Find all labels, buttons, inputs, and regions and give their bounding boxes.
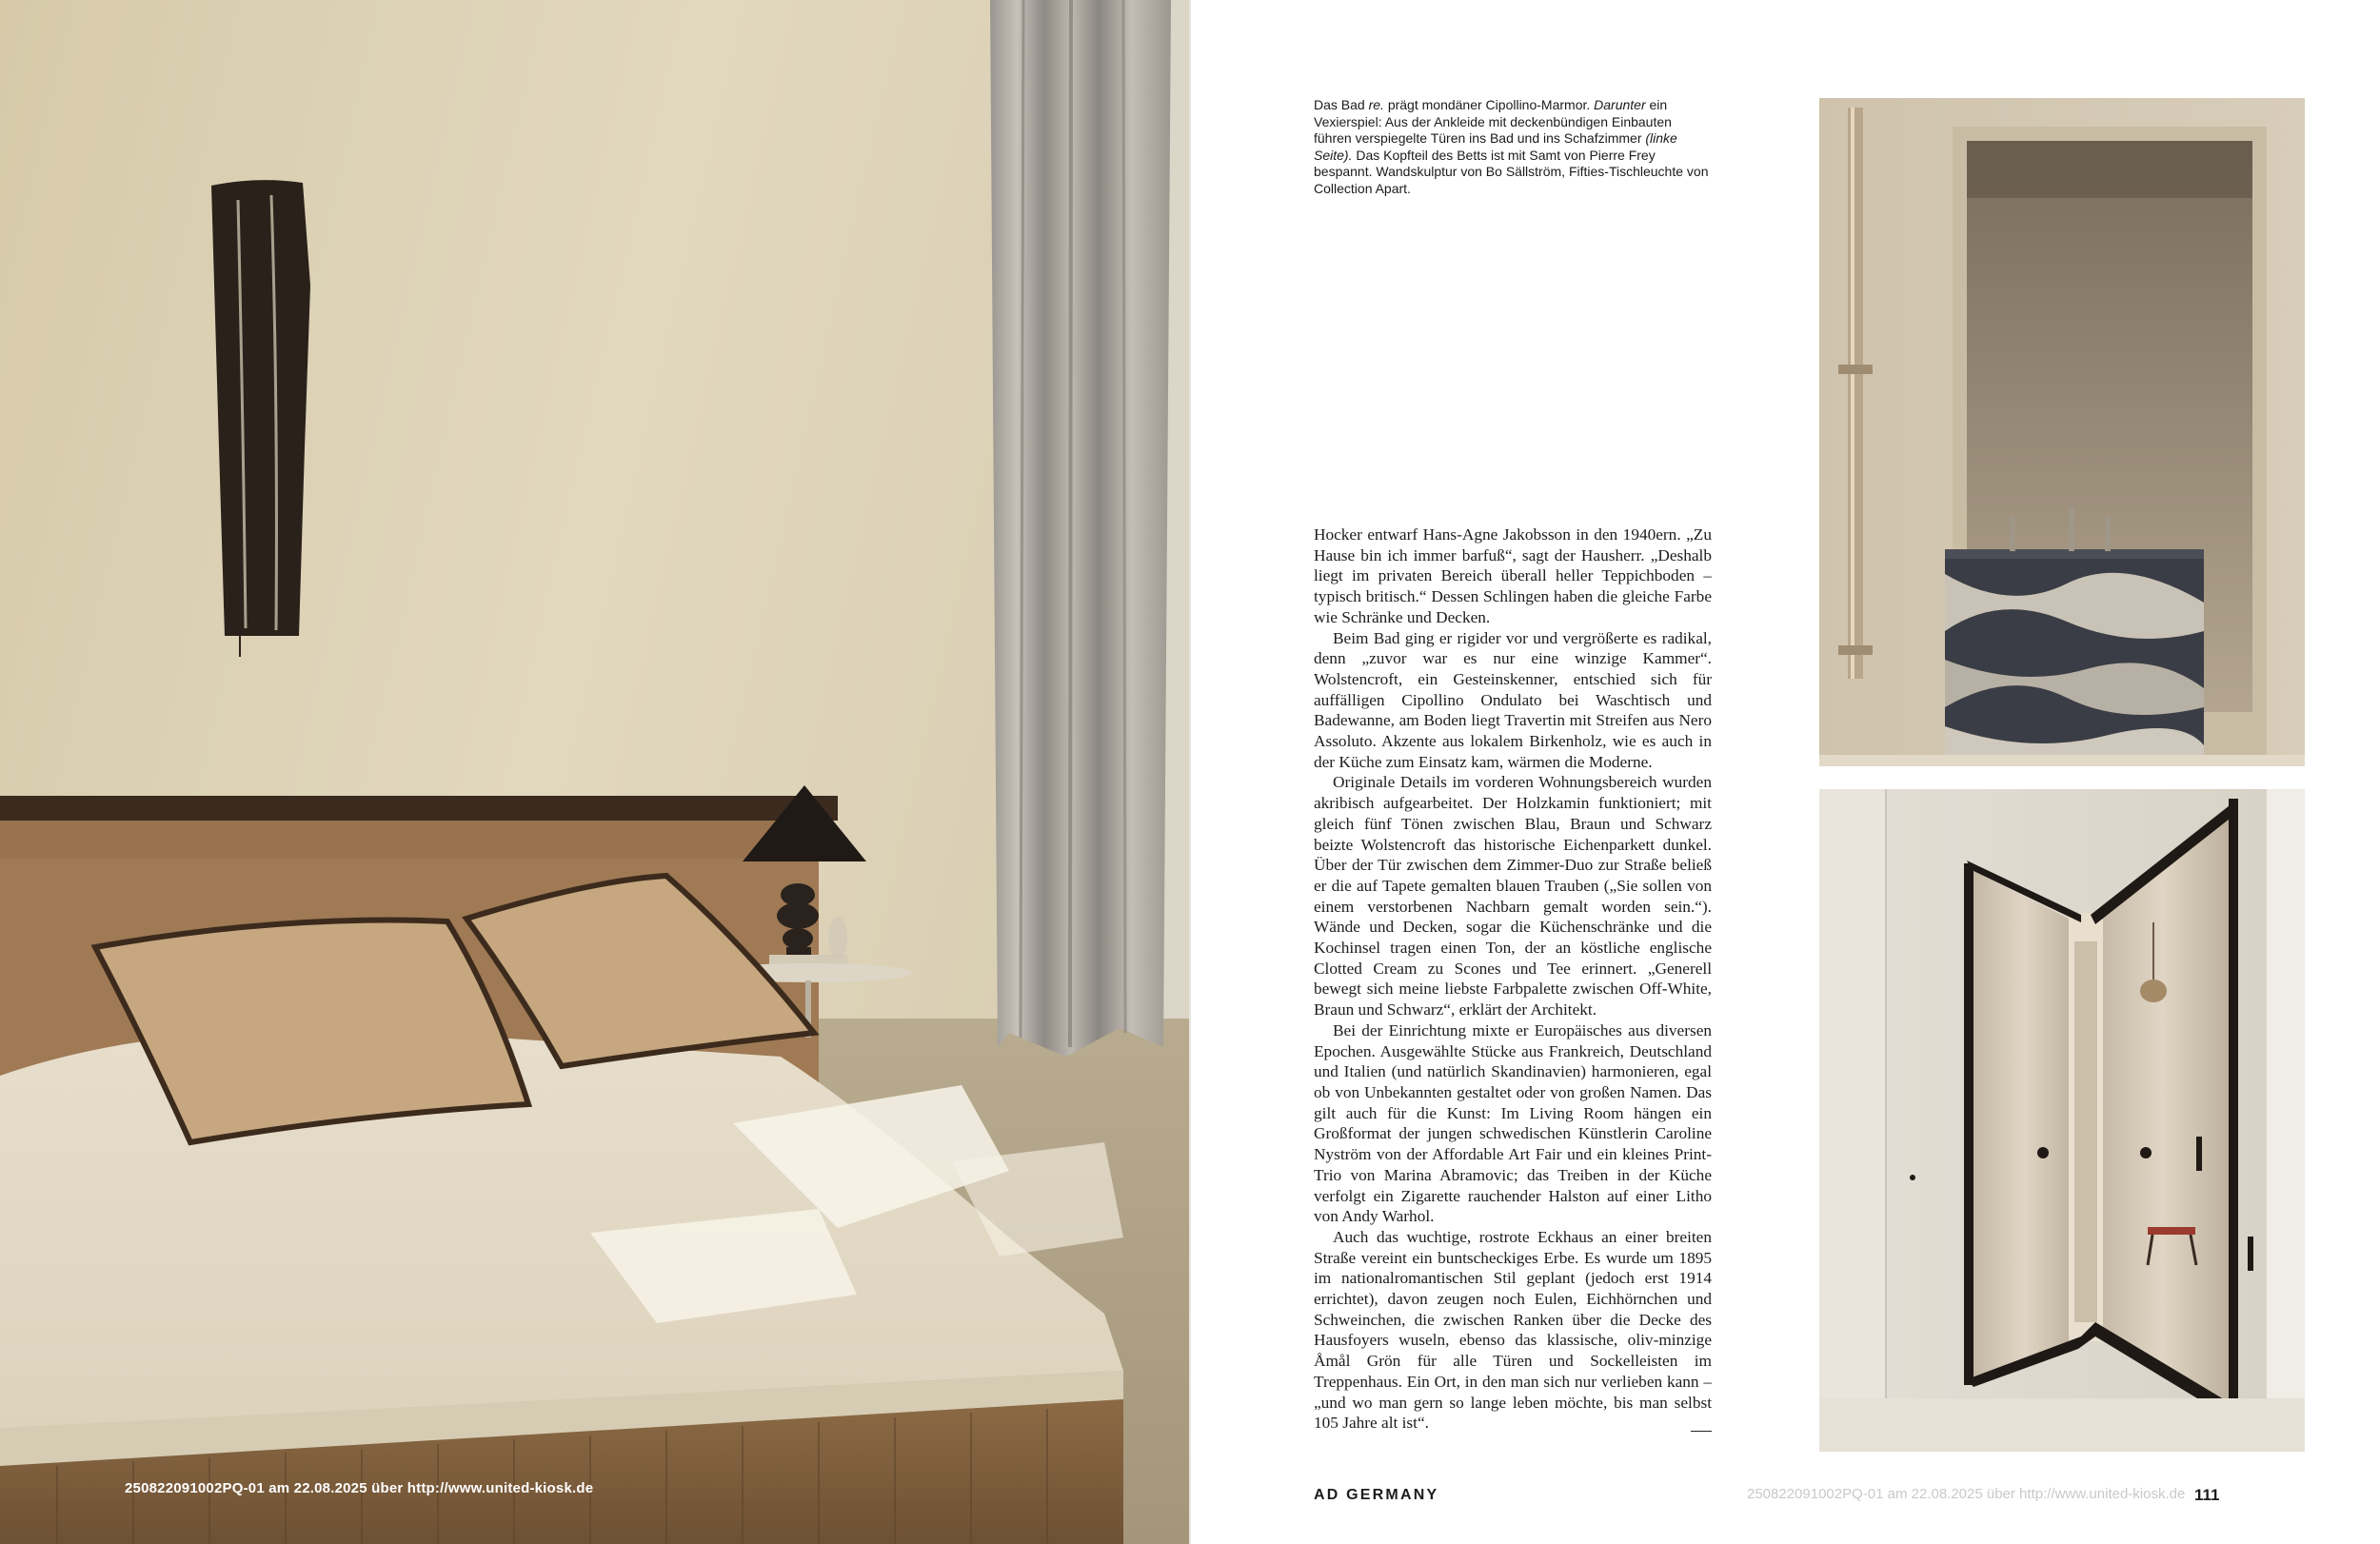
page-gutter (1189, 0, 1191, 1544)
paragraph: Hocker entwarf Hans-Agne Jakobsson in den 1940ern. „Zu Hause bin ich immer barfuß“, sagt der Hausherr. „Deshalb liegt im privaten Bereich überall heller Teppichboden – typisch britisch.“ Dessen Schlingen haben die gleiche Farbe wie Schränke und Decken. (1314, 525, 1712, 626)
watermark-left: 250822091002PQ-01 am 22.08.2025 über http://www.united-kiosk.de (125, 1480, 594, 1496)
dressing-room-photo (1819, 789, 2305, 1452)
photo-caption: Das Bad re. prägt mondäner Cipollino-Marmor. Darunter ein Vexierspiel: Aus der Ankleide mit deckenbündigen Einbauten führen verspiegelte Türen ins Bad und ins Schafzimmer (linke Seite). Das Kopfteil des Betts ist mit Samt von Pierre Frey bespannt. Wandskulptur von Bo Sällström, Fifties-Tischleuchte von Collection Apart. (1314, 97, 1709, 196)
marble-vanity (1945, 549, 2204, 755)
page-number: 111 (2194, 1486, 2220, 1504)
paragraph: Beim Bad ging er rigider vor und vergrößerte es radikal, denn „zuvor war es nur eine winzige Kammer“. Wolstencroft, ein Gesteinskenner, entschied sich für auffälligen Cipollino Ondulato bei Waschtisch und Badewanne, am Boden liegt Travertin mit Streifen aus Nero Assoluto. Akzente aus lokalem Birkenholz, wie es auch in der Küche zum Einsatz kam, wärmen die Moderne. (1314, 628, 1712, 771)
wall-sculpture (211, 180, 310, 657)
paragraph: Auch das wuchtige, rostrote Eckhaus an einer breiten Straße vereint ein buntscheckiges Erbe. Es wurde um 1895 im nationalromantischen Stil geplant (jedoch erst 1914 errichtet), davon zeugen noch Eulen, Eichhörnchen und Schweinchen, die zwischen Ranken über die Decke des Hausfoyers wuseln, ebenso das klassische, oliv-minzige Åmål Grön für alle Türen und Sockelleisten im Treppenhaus. Ein Ort, in den man sich nur verlieben kann – „und wo man gern so lange leben möchte, bis man selbst 105 Jahre alt ist“. (1314, 1227, 1712, 1433)
paragraph: Originale Details im vorderen Wohnungsbereich wurden akribisch aufgearbeitet. Der Holzkamin funktioniert; mit gleich fünf Tönen zwischen Blau, Braun und Schwarz beizte Wolstencroft das historische Eichenparkett dunkel. Über der Tür zwischen dem Zimmer-Duo zur Straße beließ er die auf Tapete gemalten blauen Trauben („Sie sollen von einem verstorbenen Nachbarn gemalt worden sein.“). Wände und Decken, sogar die Küchenschränke und die Kochinsel tragen einen Ton, der an köstliche englische Clotted Cream zu Scones und Tee erinnert. „Generell bewegt sich meine liebste Farbpalette zwischen Off-White, Braun und Schwarz“, erklärt der Architekt. (1314, 773, 1712, 1019)
paragraph: Bei der Einrichtung mixte er Europäisches aus diversen Epochen. Ausgewählte Stücke aus Frankreich, Deutschland und Italien (und natürlich Skandinavien) harmonieren, egal ob von Unbekannten gestaltet oder von großen Namen. Das gilt auch für die Kunst: Im Living Room hängen ein Großformat der jungen schwedischen Künstlerin Caroline Nyström von der Affordable Art Fair und ein kleines Print-Trio von Marina Abramovic; das Treiben in der Küche verfolgt ein Zigarette rauchender Halston auf einer Litho von Andy Warhol. (1314, 1020, 1712, 1226)
end-mark (1691, 1431, 1712, 1432)
watermark-right: 250822091002PQ-01 am 22.08.2025 über http://www.united-kiosk.de (1747, 1486, 2186, 1502)
bathroom-photo (1819, 98, 2305, 766)
article-body (1314, 525, 1712, 1434)
curtain (990, 0, 1171, 1057)
magazine-name: AD GERMANY (1314, 1487, 1439, 1503)
bedroom-photo (0, 0, 1189, 1544)
bed (0, 1029, 1123, 1544)
